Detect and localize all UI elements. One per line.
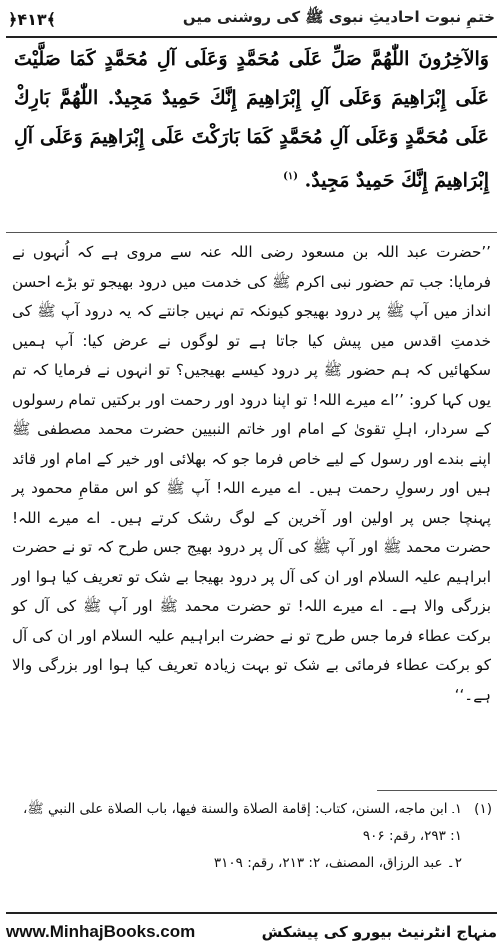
footer-rule bbox=[6, 912, 497, 914]
footer-url[interactable]: www.MinhajBooks.com bbox=[6, 922, 196, 941]
page-footer bbox=[6, 917, 497, 947]
urdu-translation: ’’حضرت عبد اللہ بن مسعود رضی اللہ عنہ سے مروی ہے کہ اُنہوں نے فرمایا: جب تم حضور نبی اکرم ﷺ کی خدمت میں درود بھیجو تو بڑے احسن انداز میں آپ ﷺ پر درود بھیجو کیونکہ تم نہیں جانتے کہ یہ درود آپ ﷺ کی خدمتِ اقدس میں پیش کیا جاتا ہے تو لوگوں نے عرض کیا: آپ ہمیں سکھائیں کہ ہم حضور ﷺ پر درود کیسے بھیجیں؟ تو انہوں نے فرمایا کہ تم یوں کہا کرو: ’’اے میرے اللہ! تو اپنا درود اور رحمت اور برکتیں تمام رسولوں کے سردار، اہلِ تقویٰ کے امام اور خاتم النبیین حضرت محمد مصطفی ﷺ اپنے بندے اور رسول کے لیے خاص فرما جو کہ بھلائی اور خیر کے امام اور قائد ہیں اور رسولِ رحمت ہیں۔ اے میرے اللہ! آپ ﷺ کو اس مقامِ محمود پر پہنچا جس پر اولین اور آخرین کے لوگ رشک کرتے ہیں۔ اے میرے اللہ! حضرت محمد ﷺ اور آپ ﷺ کی آل پر درود بھیج جس طرح کہ تو نے حضرت ابراہیم علیہ السلام اور ان کی آل پر درود بھیجا بے شک تو تعریف کیا ہوا اور بزرگی والا ہے۔ اے میرے اللہ! تو حضرت محمد ﷺ اور آپ ﷺ کی آل کو برکت عطاء فرما جس طرح تو نے حضرت ابراہیم علیہ السلام اور ان کی آل کو برکت عطاء فرمائی بے شک تو بہت زیادہ تعریف کیا ہوا اور بزرگی والا ہے۔‘‘ bbox=[12, 243, 491, 704]
footnote-line-1: ۱۔ ابن ماجه، السنن، كتاب: إقامة الصلاة والسنة فيها، باب الصلاة على النبي ﷺ، ۱: ۲۹۳، رقم: ۹۰۶ bbox=[23, 801, 462, 844]
footnote-marker: (۱) bbox=[283, 171, 299, 182]
header-rule bbox=[6, 36, 497, 38]
footnotes bbox=[12, 796, 492, 908]
arabic-text: وَالآخِرُونَ اللّٰهُمَّ صَلِّ عَلَى مُحَمَّدٍ وَعَلَى آلِ مُحَمَّدٍ كَمَا صَلَّيْتَ عَلَى إِبْرَاهِيمَ وَعَلَى آلِ إِبْرَاهِيمَ إِنَّكَ حَمِيدٌ مَجِيدٌ. اللّٰهُمَّ بَارِكْ عَلَى مُحَمَّدٍ وَعَلَى آلِ مُحَمَّدٍ كَمَا بَارَكْتَ عَلَى إِبْرَاهِيمَ وَعَلَى آلِ إِبْرَاهِيمَ إِنَّكَ حَمِيدٌ مَجِيدٌ. bbox=[14, 48, 489, 192]
section-divider bbox=[6, 232, 497, 233]
footer-credit: منہاج انٹرنیٹ بیورو کی پیشکش bbox=[261, 923, 497, 941]
footnote-1 bbox=[12, 796, 492, 850]
page-header bbox=[4, 2, 499, 36]
page-number: ﴿۴۱۳﴾ bbox=[8, 9, 57, 29]
arabic-hadith-text bbox=[14, 40, 489, 228]
footnote-number: (۱) bbox=[474, 801, 492, 817]
running-title: ختمِ نبوت احادیثِ نبوی ﷺ کی روشنی میں bbox=[182, 8, 495, 26]
footnote-line-2: ۲۔ عبد الرزاق، المصنف، ۲: ۲۱۳، رقم: ۳۱۰۹ bbox=[213, 855, 462, 871]
footnote-rule bbox=[377, 790, 497, 791]
